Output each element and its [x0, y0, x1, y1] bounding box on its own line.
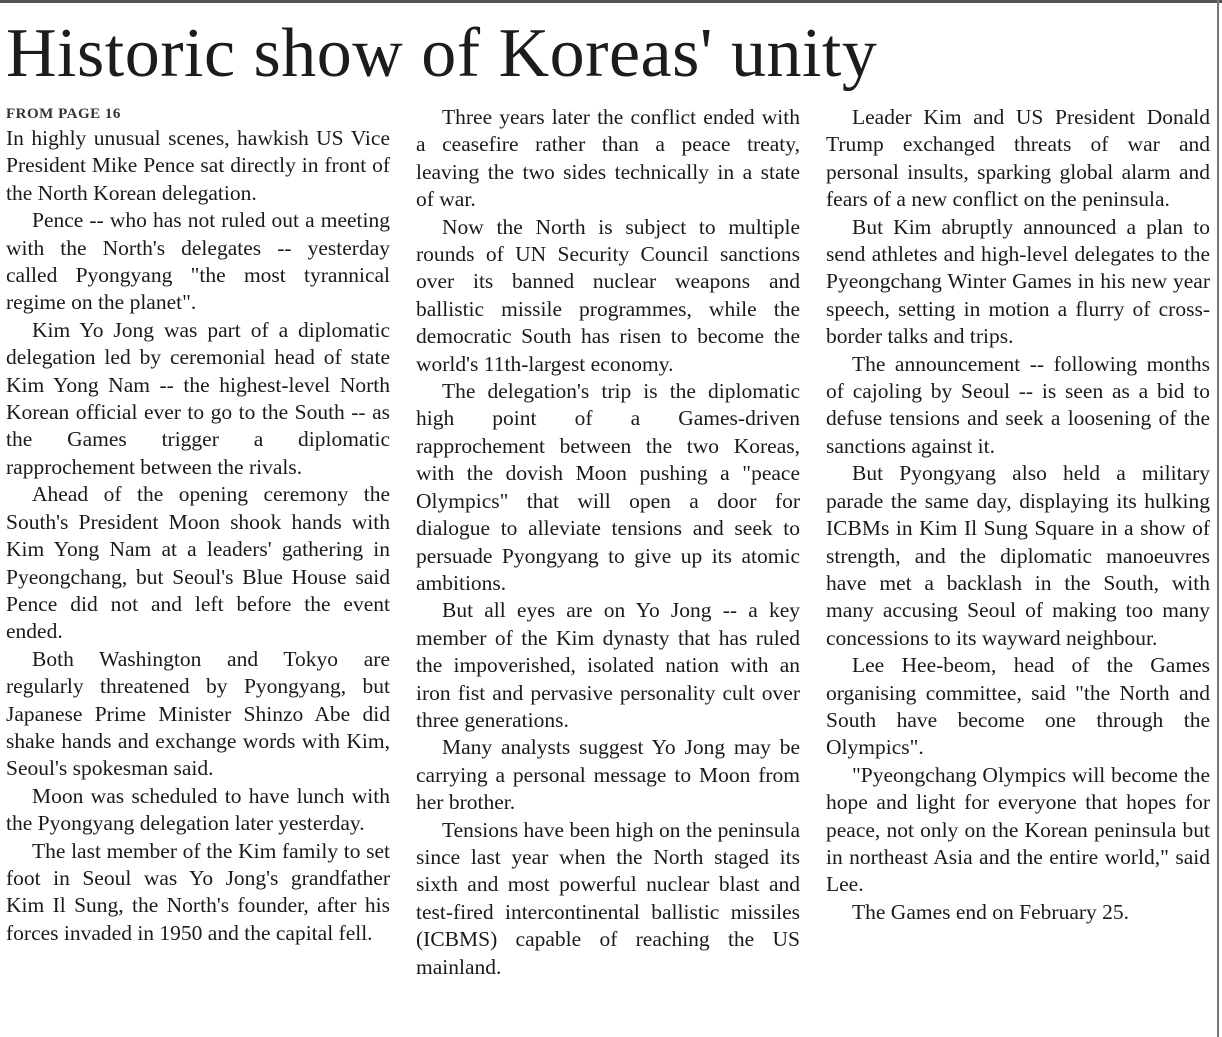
paragraph: Lee Hee-beom, head of the Games organising committee, said "the North and South have become one through the Olympics".: [826, 653, 1210, 760]
paragraph: But Pyongyang also held a military parade the same day, displaying its hulking ICBMs in Kim Il Sung Square in a show of strength, and the diplomatic manoeuvres have met a backlash in the South, with many accusing Seoul of making too many concessions to its wayward neighbour.: [826, 461, 1210, 650]
column-3: [826, 104, 1210, 926]
column-1: [6, 104, 390, 947]
paragraph: Leader Kim and US President Donald Trump exchanged threats of war and personal insults, sparking global alarm and fears of a new conflict on the peninsula.: [826, 105, 1210, 212]
paragraph: But Kim abruptly announced a plan to send athletes and high-level delegates to the Pyeongchang Winter Games in his new year speech, setting in motion a flurry of cross-border talks and trips.: [826, 214, 1210, 349]
paragraph: Tensions have been high on the peninsula since last year when the North staged its sixth and most powerful nuclear blast and test-fired intercontinental ballistic missiles (ICBMS) capable of reaching the US mainland.: [416, 817, 800, 979]
paragraph: Both Washington and Tokyo are regularly threatened by Pyongyang, but Japanese Prime Minister Shinzo Abe did shake hands and exchange words with Kim, Seoul's spokesman said.: [6, 646, 390, 781]
paragraph: The delegation's trip is the diplomatic high point of a Games-driven rapprochement between the two Koreas, with the dovish Moon pushing a "peace Olympics" that will open a door for dialogue to alleviate tensions and seek to persuade Pyongyang to give up its atomic ambitions.: [416, 379, 800, 595]
paragraph: The last member of the Kim family to set foot in Seoul was Yo Jong's grandfather Kim Il Sung, the North's founder, after his forces invaded in 1950 and the capital fell.: [6, 838, 390, 945]
paragraph: Three years later the conflict ended with a ceasefire rather than a peace treaty, leaving the two sides technically in a state of war.: [416, 105, 800, 212]
paragraph: Now the North is subject to multiple rounds of UN Security Council sanctions over its banned nuclear weapons and ballistic missile programmes, while the democratic South has risen to become the world's 11th-largest economy.: [416, 214, 800, 376]
paragraph: Pence -- who has not ruled out a meeting with the North's delegates -- yesterday called Pyongyang "the most tyrannical regime on the planet".: [6, 208, 390, 315]
kicker-from-page: FROM PAGE 16: [6, 106, 121, 122]
headline: Historic show of Koreas' unity: [6, 15, 878, 92]
paragraph: Many analysts suggest Yo Jong may be carrying a personal message to Moon from her brother.: [416, 735, 800, 815]
paragraph: The Games end on February 25.: [852, 899, 1130, 924]
paragraph: But all eyes are on Yo Jong -- a key member of the Kim dynasty that has ruled the impoverished, isolated nation with an iron fist and pervasive personality cult over three generations.: [416, 598, 800, 732]
paragraph: Ahead of the opening ceremony the South's President Moon shook hands with Kim Yong Nam at a leaders' gathering in Pyeongchang, but Seoul's Blue House said Pence did not and left before the event ended.: [6, 482, 390, 644]
column-2: [416, 104, 800, 981]
column-edge-rule: [1217, 0, 1219, 1037]
top-rule: [0, 0, 1222, 3]
paragraph: In highly unusual scenes, hawkish US Vice President Mike Pence sat directly in front of the North Korean delegation.: [6, 126, 390, 205]
paragraph: The announcement -- following months of cajoling by Seoul -- is seen as a bid to defuse tensions and seek a loosening of the sanctions against it.: [826, 351, 1210, 458]
paragraph: Kim Yo Jong was part of a diplomatic delegation led by ceremonial head of state Kim Yong Nam -- the highest-level North Korean official ever to go to the South -- as the Games trigger a diplomatic rapprochement between the rivals.: [6, 317, 390, 479]
paragraph: Moon was scheduled to have lunch with the Pyongyang delegation later yesterday.: [6, 783, 390, 836]
paragraph: "Pyeongchang Olympics will become the hope and light for everyone that hopes for peace, not only on the Korean peninsula but in northeast Asia and the entire world," said Lee.: [826, 762, 1210, 897]
